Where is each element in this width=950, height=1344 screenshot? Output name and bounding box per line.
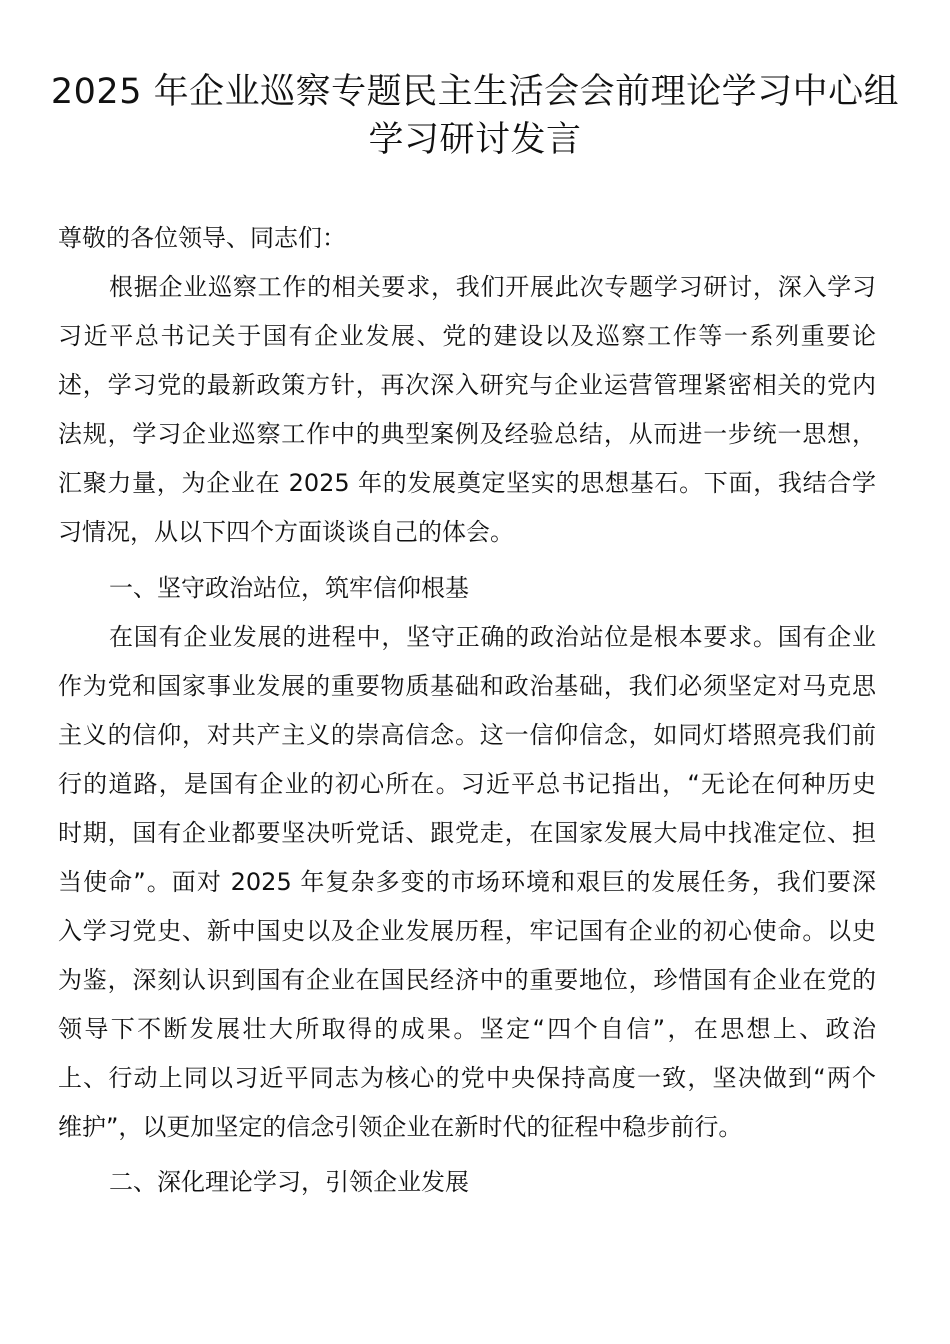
paragraph-1-line: 根据企业巡察工作的相关要求，我们开展此次专题学习研讨，深入学习 — [109, 273, 876, 301]
paragraph-2-line: 领导下不断发展壮大所取得的成果。坚定“四个自信”，在思想上、政治 — [58, 1015, 876, 1043]
paragraph-2-line: 上、行动上同以习近平同志为核心的党中央保持高度一致，坚决做到“两个 — [58, 1064, 876, 1092]
paragraph-2-line: 作为党和国家事业发展的重要物质基础和政治基础，我们必须坚定对马克思 — [58, 672, 876, 700]
paragraph-1-line: 习近平总书记关于国有企业发展、党的建设以及巡察工作等一系列重要论 — [58, 322, 876, 350]
paragraph-2-line: 在国有企业发展的进程中，坚守正确的政治站位是根本要求。国有企业 — [109, 623, 876, 651]
paragraph-2-line: 行的道路，是国有企业的初心所在。习近平总书记指出，“无论在何种历史 — [58, 770, 876, 798]
paragraph-1-line: 汇聚力量，为企业在 2025 年的发展奠定坚实的思想基石。下面，我结合学 — [58, 469, 876, 497]
paragraph-2-line: 时期，国有企业都要坚决听党话、跟党走，在国家发展大局中找准定位、担 — [58, 819, 876, 847]
paragraph-2-line: 维护”，以更加坚定的信念引领企业在新时代的征程中稳步前行。 — [58, 1113, 743, 1141]
paragraph-1-line: 述，学习党的最新政策方针，再次深入研究与企业运营管理紧密相关的党内 — [58, 371, 876, 399]
paragraph-1-line: 习情况，从以下四个方面谈谈自己的体会。 — [58, 518, 514, 546]
salutation: 尊敬的各位领导、同志们： — [58, 224, 346, 252]
paragraph-1-line: 法规，学习企业巡察工作中的典型案例及经验总结，从而进一步统一思想， — [58, 420, 876, 448]
paragraph-2-line: 当使命”。面对 2025 年复杂多变的市场环境和艰巨的发展任务，我们要深 — [58, 868, 876, 896]
paragraph-2-line: 为鉴，深刻认识到国有企业在国民经济中的重要地位，珍惜国有企业在党的 — [58, 966, 876, 994]
paragraph-2-line: 主义的信仰，对共产主义的崇高信念。这一信仰信念，如同灯塔照亮我们前 — [58, 721, 876, 749]
section-heading-1: 一、坚守政治站位，筑牢信仰根基 — [109, 574, 469, 602]
document-title-line-2: 学习研讨发言 — [368, 120, 582, 160]
document-title-line-1: 2025 年企业巡察专题民主生活会会前理论学习中心组 — [50, 72, 900, 112]
section-heading-2: 二、深化理论学习，引领企业发展 — [109, 1168, 469, 1196]
paragraph-2-line: 入学习党史、新中国史以及企业发展历程，牢记国有企业的初心使命。以史 — [58, 917, 876, 945]
